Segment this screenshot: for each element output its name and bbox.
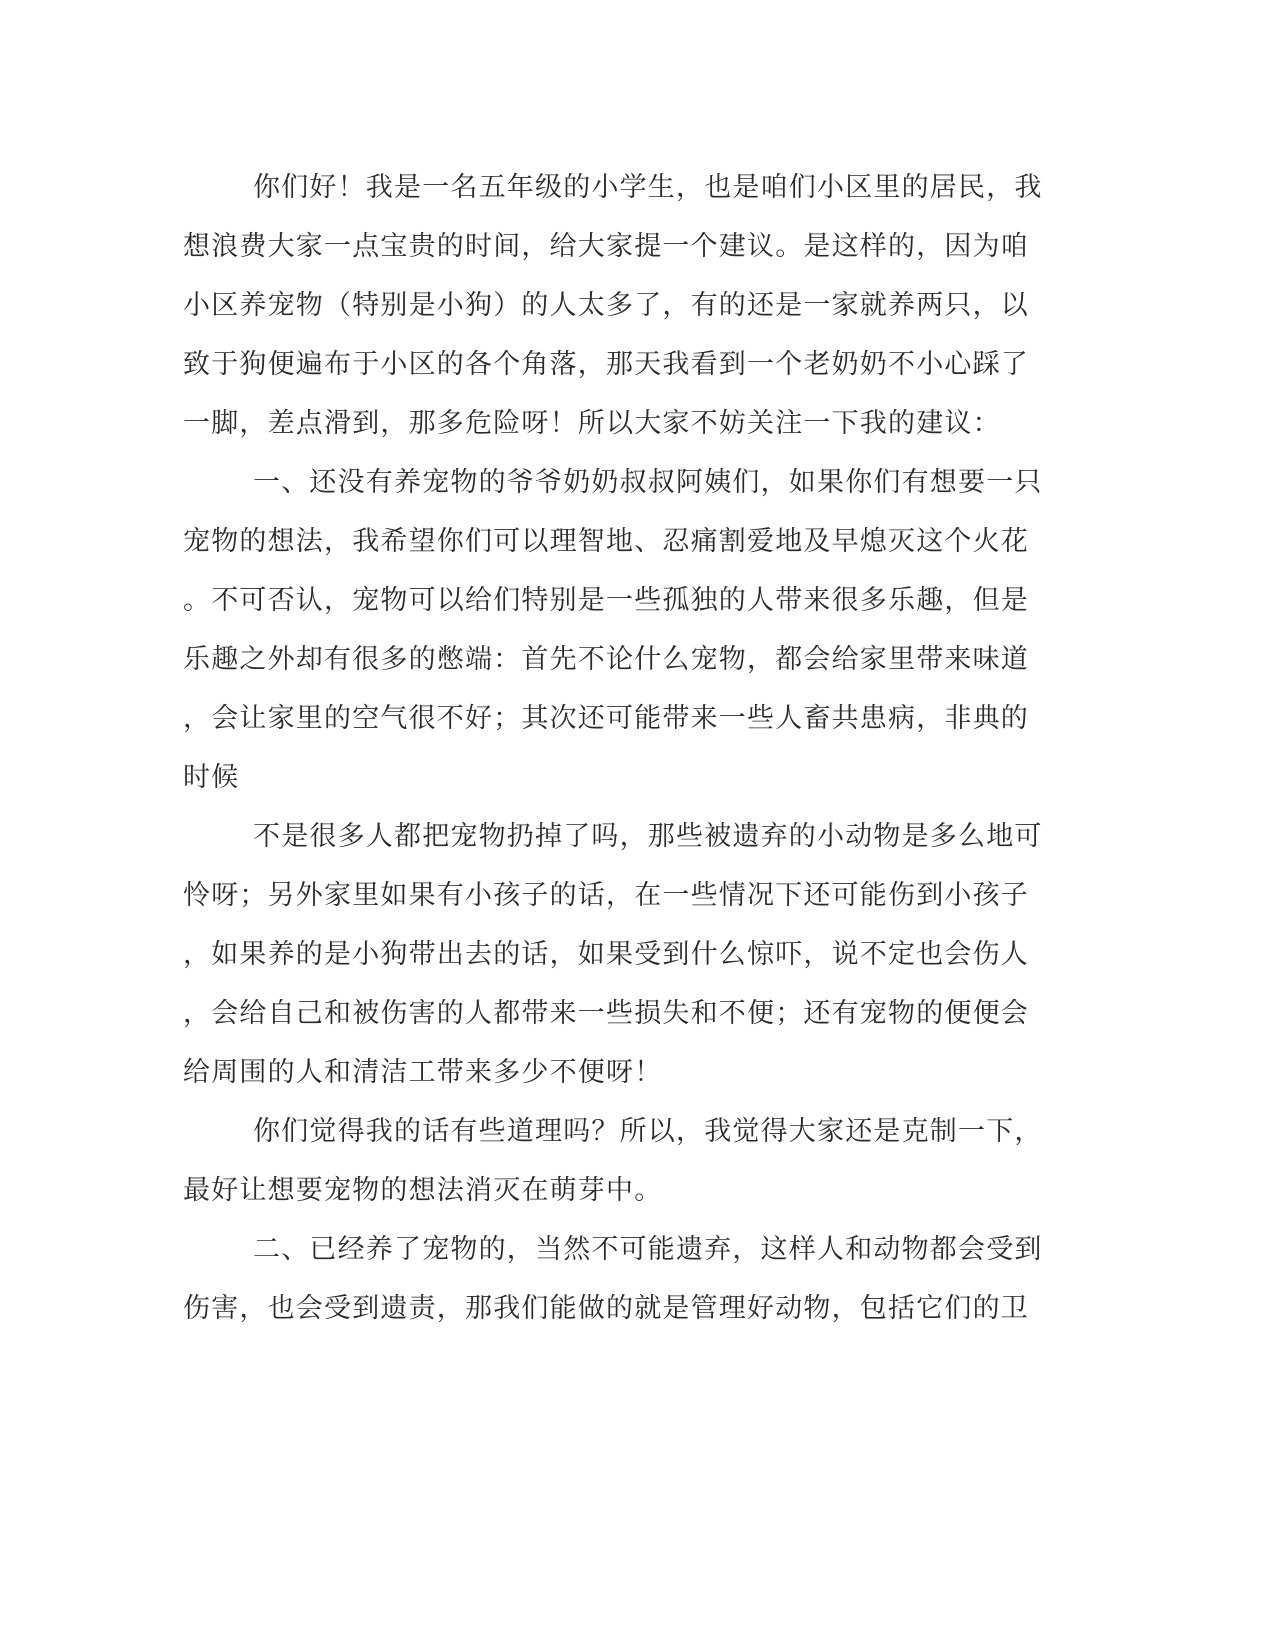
text-line: 不是很多人都把宠物扔掉了吗，那些被遗弃的小动物是多么地可 — [253, 821, 1043, 852]
text-line: 你们觉得我的话有些道理吗？所以，我觉得大家还是克制一下， — [253, 1116, 1043, 1147]
text-line: 时候 — [183, 762, 240, 793]
text-line: 一、还没有养宠物的爷爷奶奶叔叔阿姨们，如果你们有想要一只 — [253, 467, 1043, 498]
text-line: 你们好！我是一名五年级的小学生，也是咱们小区里的居民，我 — [253, 172, 1043, 203]
text-line: 宠物的想法，我希望你们可以理智地、忍痛割爱地及早熄灭这个火花 — [183, 526, 1029, 557]
text-line: ，会让家里的空气很不好；其次还可能带来一些人畜共患病，非典的 — [183, 703, 1029, 734]
text-line: 致于狗便遍布于小区的各个角落，那天我看到一个老奶奶不小心踩了 — [183, 349, 1029, 380]
text-line: 给周围的人和清洁工带来多少不便呀！ — [183, 1057, 663, 1088]
text-line: 想浪费大家一点宝贵的时间，给大家提一个建议。是这样的，因为咱 — [183, 231, 1029, 262]
text-line: 伤害，也会受到遗责，那我们能做的就是管理好动物，包括它们的卫 — [183, 1293, 1029, 1324]
document-body — [183, 158, 1043, 1338]
text-line: 小区养宠物（特别是小狗）的人太多了，有的还是一家就养两只，以 — [183, 290, 1029, 321]
text-line: 最好让想要宠物的想法消灭在萌芽中。 — [183, 1175, 663, 1206]
text-line: 怜呀；另外家里如果有小孩子的话，在一些情况下还可能伤到小孩子 — [183, 880, 1029, 911]
text-line: 二、已经养了宠物的，当然不可能遗弃，这样人和动物都会受到 — [253, 1234, 1043, 1265]
text-line: 一脚，差点滑到，那多危险呀！所以大家不妨关注一下我的建议： — [183, 408, 1001, 439]
text-line: 。不可否认，宠物可以给们特别是一些孤独的人带来很多乐趣，但是 — [183, 585, 1029, 616]
text-line: ，会给自己和被伤害的人都带来一些损失和不便；还有宠物的便便会 — [183, 998, 1029, 1029]
text-line: ，如果养的是小狗带出去的话，如果受到什么惊吓，说不定也会伤人 — [183, 939, 1029, 970]
text-line: 乐趣之外却有很多的憋端：首先不论什么宠物，都会给家里带来味道 — [183, 644, 1029, 675]
